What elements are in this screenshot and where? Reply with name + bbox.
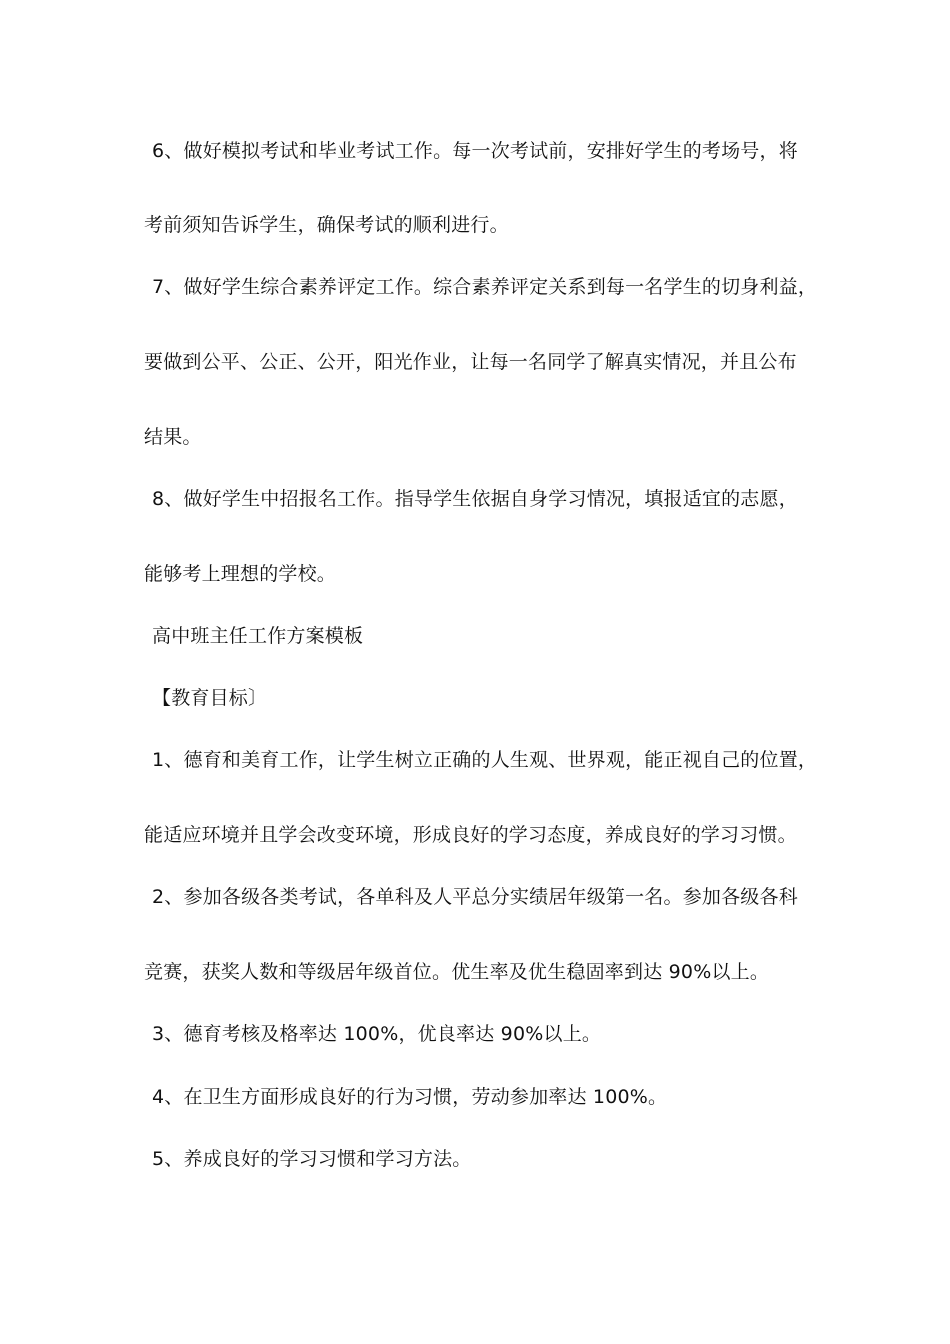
goal-4: 4、在卫生方面形成良好的行为习惯，劳动参加率达 100%。 xyxy=(152,1086,668,1108)
paragraph-7-line-2: 要做到公平、公正、公开，阳光作业，让每一名同学了解真实情况，并且公布 xyxy=(144,351,797,373)
section-heading-goals: 【教育目标〕 xyxy=(152,687,268,709)
paragraph-7-line-3: 结果。 xyxy=(144,426,202,448)
goal-2-line-1: 2、参加各级各类考试，各单科及人平总分实绩居年级第一名。参加各级各科 xyxy=(152,886,798,908)
paragraph-8-line-2: 能够考上理想的学校。 xyxy=(144,563,337,585)
paragraph-7-line-1: 7、做好学生综合素养评定工作。综合素养评定关系到每一名学生的切身利益， xyxy=(152,276,818,298)
paragraph-6-line-2: 考前须知告诉学生，确保考试的顺利进行。 xyxy=(144,214,509,236)
goal-1-line-1: 1、德育和美育工作，让学生树立正确的人生观、世界观，能正视自己的位置， xyxy=(152,749,818,771)
goal-3: 3、德育考核及格率达 100%，优良率达 90%以上。 xyxy=(152,1023,602,1045)
goal-1-line-2: 能适应环境并且学会改变环境，形成良好的学习态度，养成良好的学习习惯。 xyxy=(144,824,797,846)
goal-2-line-2: 竞赛，获奖人数和等级居年级首位。优生率及优生稳固率到达 90%以上。 xyxy=(144,961,770,983)
section-title: 高中班主任工作方案模板 xyxy=(152,625,364,647)
goal-5: 5、养成良好的学习习惯和学习方法。 xyxy=(152,1148,472,1170)
paragraph-8-line-1: 8、做好学生中招报名工作。指导学生依据自身学习情况，填报适宜的志愿， xyxy=(152,488,798,510)
paragraph-6-line-1: 6、做好模拟考试和毕业考试工作。每一次考试前，安排好学生的考场号，将 xyxy=(152,140,798,162)
